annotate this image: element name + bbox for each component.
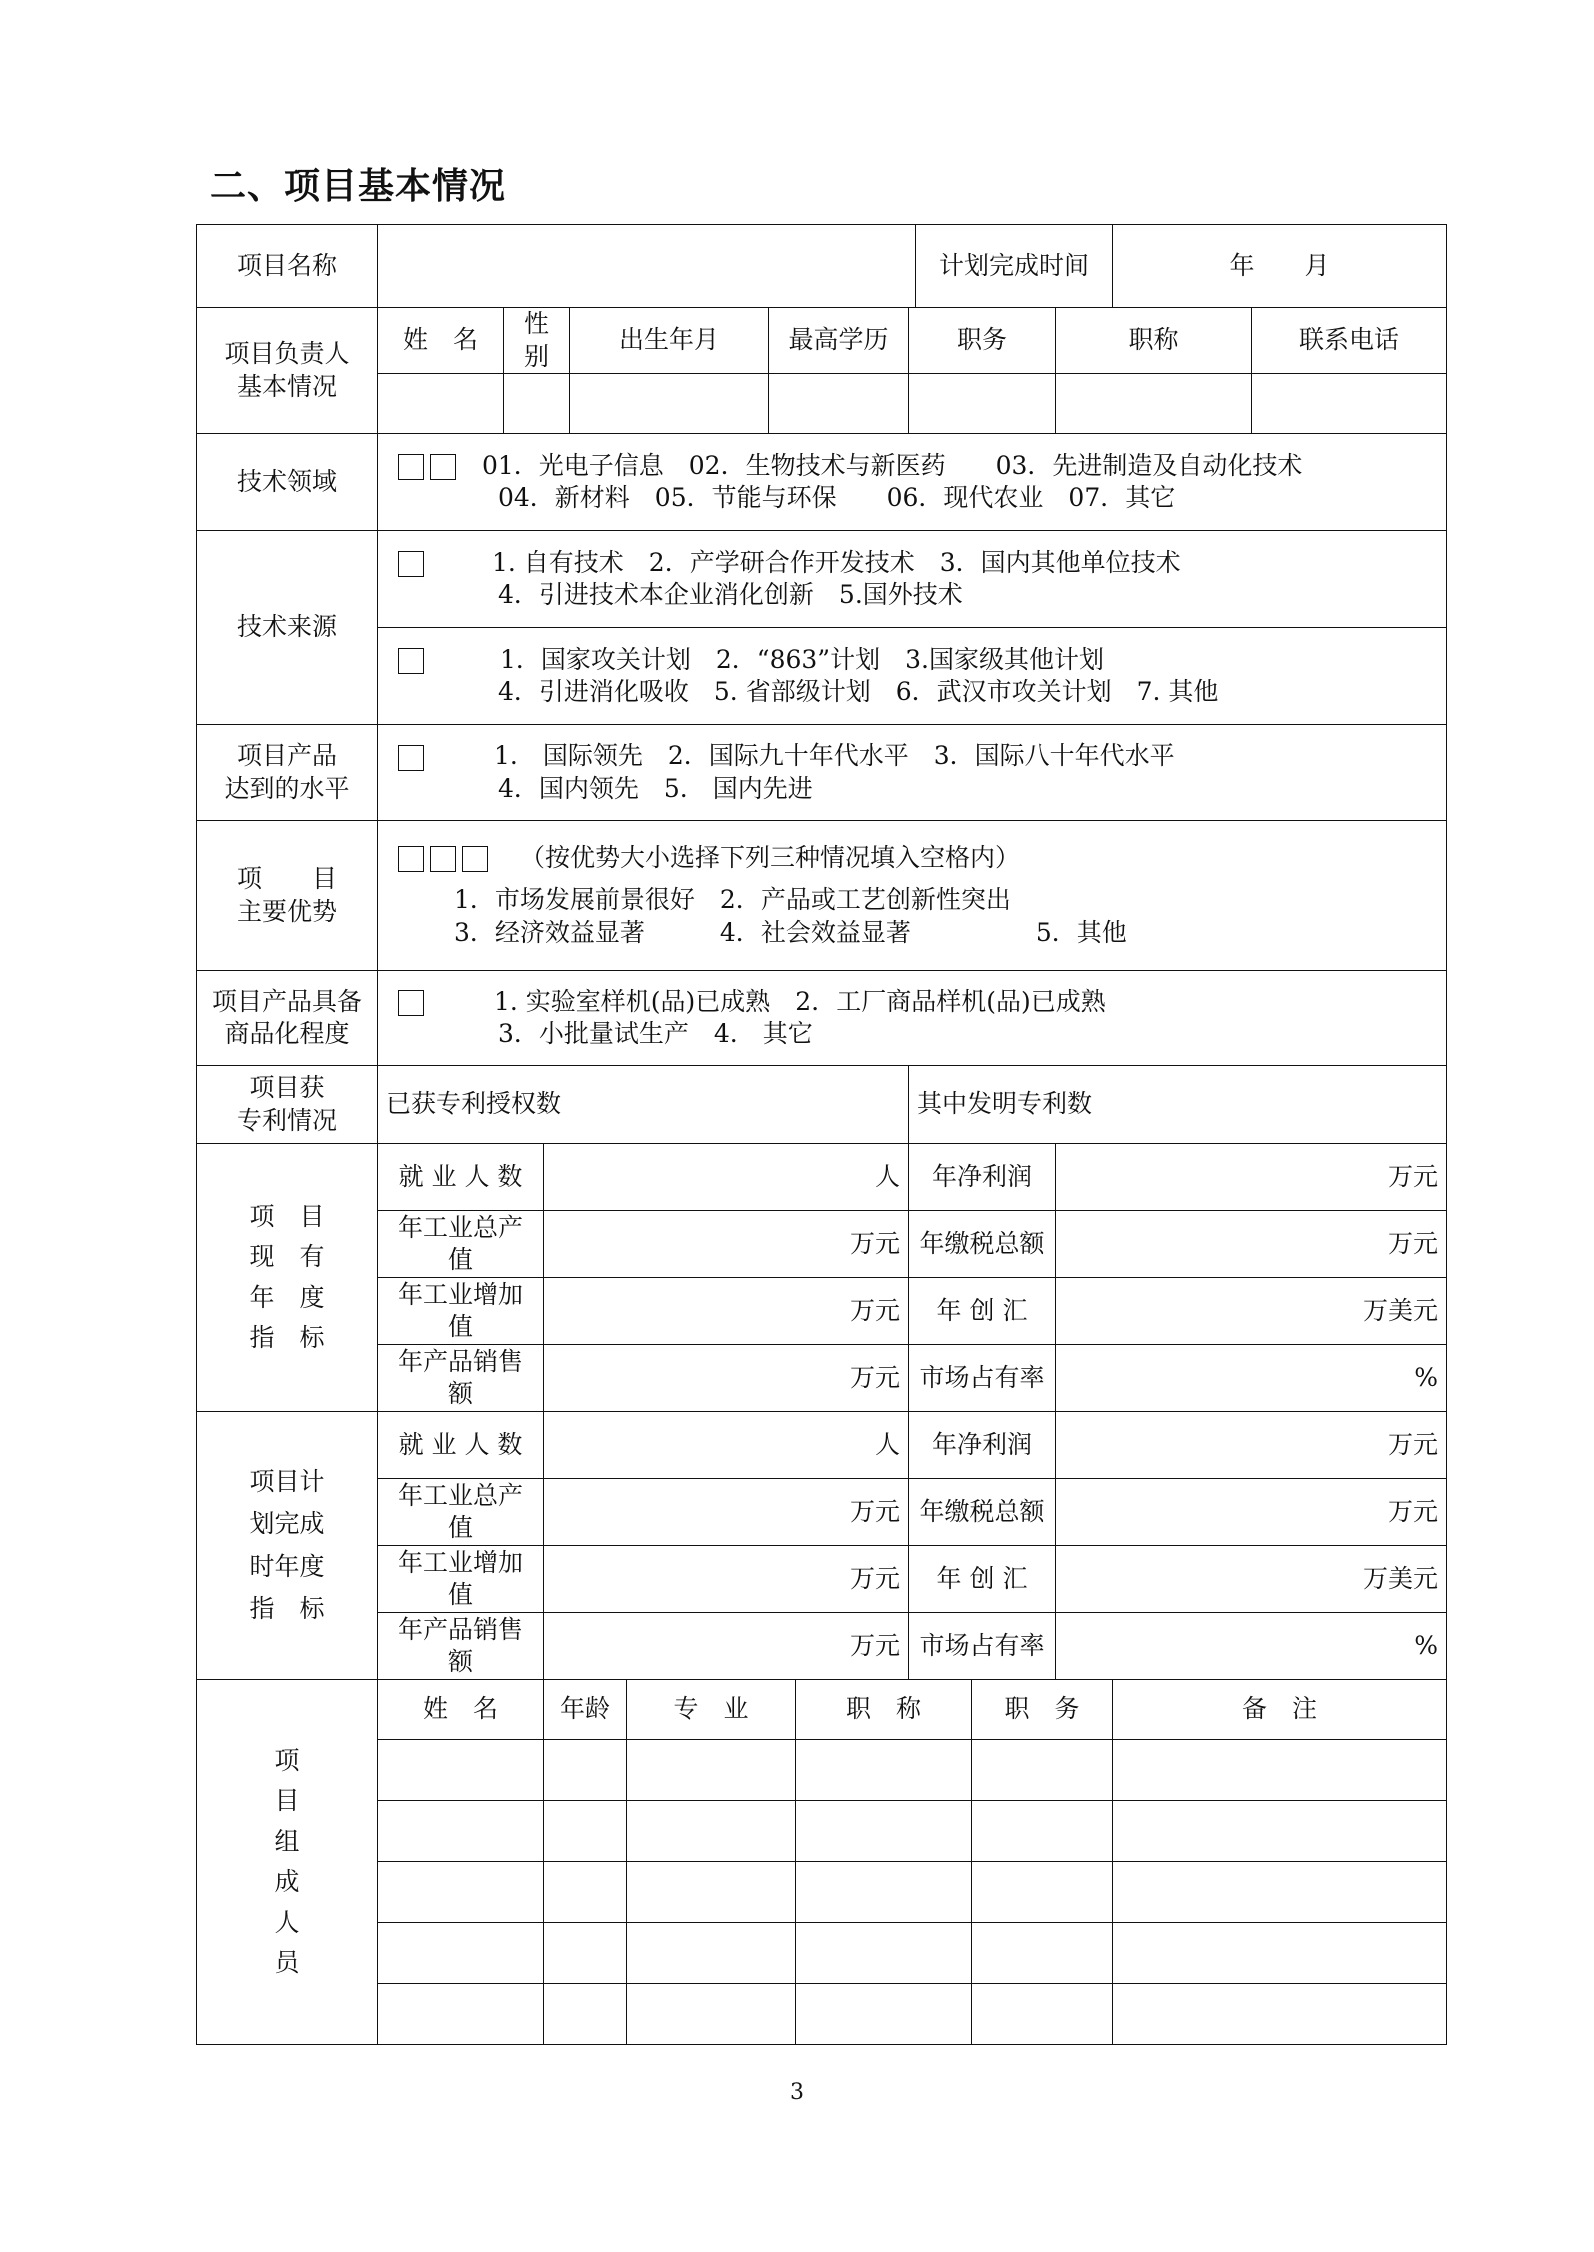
current-row-label: 年工业总产值 [378,1211,544,1278]
member-cell[interactable] [972,1740,1113,1801]
checkbox[interactable] [398,648,424,674]
planned-row-label: 年缴税总额 [909,1479,1056,1546]
members-header-remark: 备 注 [1113,1680,1447,1740]
members-row [197,1862,1447,1923]
checkbox[interactable] [430,846,456,872]
planned-row-label: 市场占有率 [909,1613,1056,1680]
advantage-label-line: 主要优势 [236,896,337,926]
planned-row-unit[interactable]: 万元 [1056,1412,1447,1479]
current-row-label: 就 业 人 数 [378,1144,544,1211]
current-row-unit[interactable]: 万元 [544,1278,909,1345]
members-row [197,1984,1447,2045]
planned-row-label: 年净利润 [909,1412,1056,1479]
members-label-char: 项 [274,1745,300,1775]
leader-label-line: 基本情况 [236,371,337,401]
current-row-label: 年 创 汇 [909,1278,1056,1345]
patent-authorized: 已获专利授权数 [378,1066,909,1144]
commercial-line: 3．小批量试生产 4. 其它 [498,1019,813,1048]
tech-field-label: 技术领域 [197,434,378,531]
checkbox[interactable] [398,551,424,577]
current-row-unit[interactable]: 万元 [1056,1211,1447,1278]
planned-row-unit[interactable]: 万元 [1056,1479,1447,1546]
leader-name-field[interactable] [378,374,504,434]
member-cell[interactable] [972,1984,1113,2045]
leader-label [197,308,378,434]
planned-row-label: 年产品销售额 [378,1613,544,1680]
advantage-note: （按优势大小选择下列三种情况填入空格内） [519,842,1020,872]
planned-row-unit[interactable]: 人 [544,1412,909,1479]
tech-source-line: 1．国家攻关计划 2．“863”计划 3.国家级其他计划 [500,644,1104,674]
checkbox[interactable] [430,454,456,480]
member-cell[interactable] [972,1862,1113,1923]
commercial-line: 1. 实验室样机(品)已成熟 2．工厂商品样机(品)已成熟 [494,986,1106,1016]
member-cell[interactable] [544,1984,627,2045]
planned-row-label: 年工业总产值 [378,1479,544,1546]
leader-label-line: 项目负责人 [224,339,350,368]
commercial-label-line: 商品化程度 [224,1019,350,1048]
planned-row-unit[interactable]: 万美元 [1056,1546,1447,1613]
members-label-char: 人 [274,1907,300,1937]
project-name-field[interactable] [378,225,916,308]
member-cell[interactable] [378,1801,544,1862]
tech-source-line: 1. 自有技术 2．产学研合作开发技术 3．国内其他单位技术 [492,547,1181,577]
leader-header-birth: 出生年月 [570,308,769,374]
members-row [197,1923,1447,1984]
member-cell[interactable] [378,1984,544,2045]
advantage-label-line: 项 目 [236,864,337,893]
current-row-label: 年产品销售额 [378,1345,544,1412]
current-row-unit[interactable]: % [1056,1345,1447,1412]
commercial-label-line: 项目产品具备 [211,986,362,1016]
current-label-line: 年 度 [249,1282,325,1312]
advantage-options [378,821,1447,971]
member-cell[interactable] [627,1923,796,1984]
members-header-position: 职 务 [972,1680,1113,1740]
current-row-label: 市场占有率 [909,1345,1056,1412]
current-row-unit[interactable]: 万元 [544,1345,909,1412]
current-row-label: 年工业增加值 [378,1278,544,1345]
checkbox[interactable] [398,454,424,480]
members-row [197,1801,1447,1862]
patent-label-line: 项目获 [249,1073,325,1102]
members-row [197,1740,1447,1801]
member-cell[interactable] [378,1923,544,1984]
tech-source-line: 4．引进技术本企业消化创新 5.国外技术 [498,580,963,609]
current-label-line: 项 目 [249,1201,325,1231]
planned-label-line: 项目计 [249,1466,325,1496]
members-label-char: 目 [274,1786,300,1815]
leader-title-field[interactable] [1056,374,1252,434]
current-label-line: 指 标 [249,1323,325,1352]
patent-label [197,1066,378,1144]
tech-field-line: 01．光电子信息 02．生物技术与新医药 03．先进制造及自动化技术 [481,450,1303,480]
plan-complete-time-field[interactable]: 年 月 [1113,225,1447,308]
checkbox[interactable] [398,745,424,771]
planned-label-line: 划完成 [249,1509,325,1538]
members-header-title: 职 称 [796,1680,972,1740]
planned-row-unit[interactable]: % [1056,1613,1447,1680]
patent-invention: 其中发明专利数 [909,1066,1447,1144]
members-label-char: 成 [274,1867,300,1896]
member-cell[interactable] [627,1740,796,1801]
member-cell[interactable] [378,1740,544,1801]
member-cell[interactable] [972,1923,1113,1984]
member-cell[interactable] [796,1984,972,2045]
tech-source-options-a [378,531,1447,628]
project-name-label: 项目名称 [197,225,378,308]
members-label [197,1680,378,2045]
member-cell[interactable] [544,1740,627,1801]
product-level-line: 4．国内领先 5. 国内先进 [498,773,813,803]
member-cell[interactable] [972,1801,1113,1862]
advantage-label [197,821,378,971]
product-level-options [378,725,1447,821]
product-level-label-line: 达到的水平 [224,773,350,803]
page-number: 3 [790,2080,804,2105]
planned-row-label: 就 业 人 数 [378,1412,544,1479]
current-row-unit[interactable]: 万元 [544,1211,909,1278]
planned-row-label: 年工业增加值 [378,1546,544,1613]
planned-label-line: 时年度 [249,1551,325,1581]
member-cell[interactable] [1113,1923,1447,1984]
current-indicators-label [197,1144,378,1412]
members-header-major: 专 业 [627,1680,796,1740]
members-label-char: 组 [274,1826,300,1856]
current-row-label: 年净利润 [909,1144,1056,1211]
planned-row-label: 年 创 汇 [909,1546,1056,1613]
planned-row-unit[interactable]: 万元 [544,1546,909,1613]
leader-header-position: 职务 [909,308,1056,374]
leader-header-gender: 性别 [504,308,570,374]
members-header-name: 姓 名 [378,1680,544,1740]
leader-header-title: 职称 [1056,308,1252,374]
product-level-line: 1. 国际领先 2．国际九十年代水平 3．国际八十年代水平 [494,741,1175,770]
current-row-label: 年缴税总额 [909,1211,1056,1278]
leader-phone-field[interactable] [1252,374,1447,434]
leader-header-phone: 联系电话 [1252,308,1447,374]
commercial-label [197,971,378,1066]
leader-header-education: 最高学历 [769,308,909,374]
member-cell[interactable] [1113,1740,1447,1801]
member-cell[interactable] [796,1801,972,1862]
leader-birth-field[interactable] [570,374,769,434]
checkbox[interactable] [398,846,424,872]
advantage-line: 1．市场发展前景很好 2．产品或工艺创新性突出 [454,885,1011,915]
commercial-options [378,971,1447,1066]
member-cell[interactable] [796,1862,972,1923]
leader-header-name: 姓 名 [378,308,504,374]
member-cell[interactable] [796,1923,972,1984]
tech-field-line: 04．新材料 05．节能与环保 06．现代农业 07．其它 [498,483,1176,512]
members-label-char: 员 [274,1948,300,1977]
product-level-label [197,725,378,821]
checkbox[interactable] [462,846,488,872]
current-row-unit[interactable]: 万元 [1056,1144,1447,1211]
project-info-table [196,224,1447,2045]
member-cell[interactable] [627,1801,796,1862]
current-row-unit[interactable]: 万美元 [1056,1278,1447,1345]
member-cell[interactable] [1113,1862,1447,1923]
member-cell[interactable] [796,1740,972,1801]
member-cell[interactable] [1113,1984,1447,2045]
member-cell[interactable] [544,1862,627,1923]
patent-label-line: 专利情况 [236,1105,337,1135]
planned-row-unit[interactable]: 万元 [544,1613,909,1680]
member-cell[interactable] [627,1984,796,2045]
planned-label-line: 指 标 [249,1594,325,1623]
member-cell[interactable] [378,1862,544,1923]
plan-complete-time-label: 计划完成时间 [916,225,1113,308]
member-cell[interactable] [1113,1801,1447,1862]
leader-gender-field[interactable] [504,374,570,434]
page-title: 二、项目基本情况 [210,165,507,207]
checkbox[interactable] [398,990,424,1016]
planned-indicators-label [197,1412,378,1680]
planned-row-unit[interactable]: 万元 [544,1479,909,1546]
member-cell[interactable] [627,1862,796,1923]
members-header-age: 年龄 [544,1680,627,1740]
current-label-line: 现 有 [249,1242,325,1271]
leader-education-field[interactable] [769,374,909,434]
advantage-line: 3．经济效益显著 4．社会效益显著 5．其他 [454,917,1127,947]
member-cell[interactable] [544,1801,627,1862]
member-cell[interactable] [544,1923,627,1984]
product-level-label-line: 项目产品 [236,741,337,770]
tech-source-label: 技术来源 [197,531,378,725]
tech-source-line: 4．引进消化吸收 5. 省部级计划 6．武汉市攻关计划 7. 其他 [498,677,1219,706]
tech-source-options-b [378,628,1447,725]
leader-position-field[interactable] [909,374,1056,434]
tech-field-options [378,434,1447,531]
current-row-unit[interactable]: 人 [544,1144,909,1211]
